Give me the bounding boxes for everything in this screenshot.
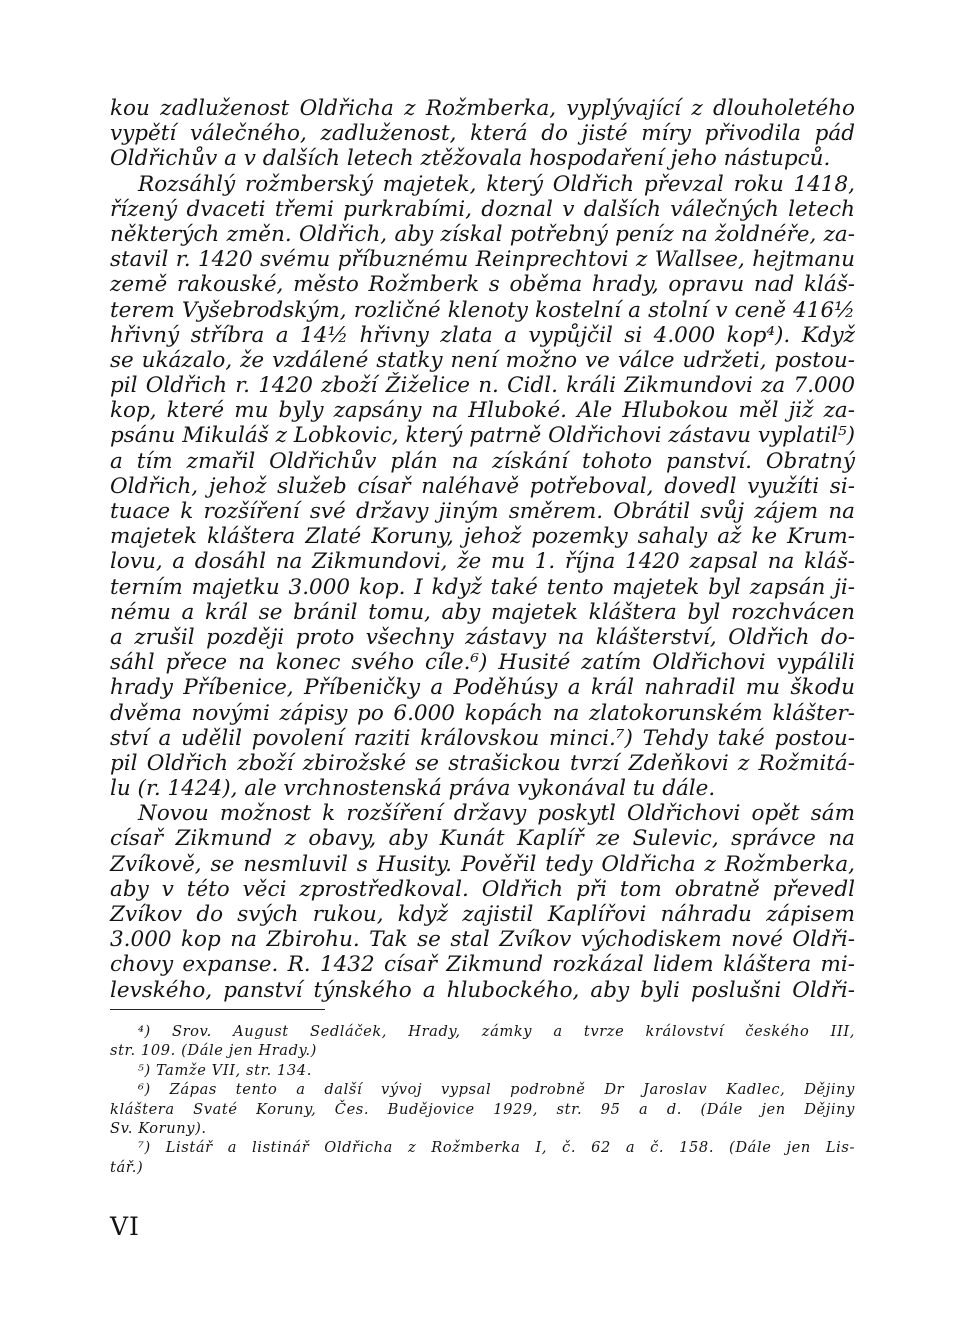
body-line: levského, panství týnského a hlubockého, aby byli poslušni Oldři- bbox=[110, 977, 855, 1003]
body-line: vypětí válečného, zadluženost, která do jisté míry přivodila pád bbox=[110, 121, 855, 147]
page-number: VI bbox=[110, 1212, 140, 1241]
body-line: dvěma novými zápisy po 6.000 kopách na zlatokorunském klášter- bbox=[110, 700, 855, 726]
body-line: císař Zikmund z obavy, aby Kunát Kaplíř ze Sulevic, správce na bbox=[110, 826, 855, 852]
footnote-line: kláštera Svaté Koruny, Čes. Budějovice 1929, str. 95 a d. (Dále jen Dějiny bbox=[110, 1100, 855, 1118]
footnote-line: tář.) bbox=[110, 1158, 144, 1176]
footnote-line: Sv. Koruny). bbox=[110, 1119, 207, 1137]
body-line: řízený dvaceti třemi purkrabími, doznal v dalších válečných letech bbox=[110, 196, 855, 222]
body-line: Oldřich, jehož služeb císař naléhavě potřeboval, dovedl využíti si- bbox=[110, 473, 855, 499]
footnote-line: str. 109. (Dále jen Hrady.) bbox=[110, 1042, 317, 1060]
body-line: terem Vyšebrodským, rozličné klenoty kostelní a stolní v ceně 416½ bbox=[110, 297, 855, 323]
footnotes bbox=[110, 1022, 855, 1177]
body-line: majetek kláštera Zlaté Koruny, jehož pozemky sahaly až ke Krum- bbox=[110, 524, 855, 550]
body-line: ství a udělil povolení raziti královskou minci.⁷) Tehdy také postou- bbox=[110, 725, 855, 751]
body-line: psánu Mikuláš z Lobkovic, který patrně Oldřichovi zástavu vyplatil⁵) bbox=[110, 423, 855, 449]
footnote-line: ⁷) Listář a listinář Oldřicha z Rožmberka I, č. 62 a č. 158. (Dále jen Lis- bbox=[138, 1139, 855, 1157]
body-text bbox=[110, 96, 855, 1003]
body-line: a zrušil později proto všechny zástavy na klášterství, Oldřich do- bbox=[110, 624, 855, 650]
body-line: tuace k rozšíření své državy jiným směrem. Obrátil svůj zájem na bbox=[110, 499, 855, 524]
body-line: Novou možnost k rozšíření državy poskytl Oldřichovi opět sám bbox=[138, 801, 855, 827]
body-line: pil Oldřich zboží zbirožské se strašickou tvrzí Zdeňkovi z Rožmitá- bbox=[110, 750, 855, 776]
body-line: chovy expanse. R. 1432 císař Zikmund rozkázal lidem kláštera mi- bbox=[110, 952, 855, 978]
body-line: hřivný stříbra a 14½ hřivny zlata a vypůjčil si 4.000 kop⁴). Když bbox=[110, 322, 855, 348]
body-line: a tím zmařil Oldřichův plán na získání tohoto panství. Obratný bbox=[110, 448, 855, 474]
body-line: pil Oldřich r. 1420 zboží Žiželice n. Cidl. králi Zikmundovi za 7.000 bbox=[110, 373, 855, 399]
body-line: nému a král se bránil tomu, aby majetek kláštera byl rozchvácen bbox=[110, 599, 855, 625]
footnote-line: ⁴) Srov. August Sedláček, Hrady, zámky a tvrze království českého III, bbox=[138, 1023, 855, 1040]
body-line: kou zadluženost Oldřicha z Rožmberka, vyplývající z dlouholetého bbox=[110, 96, 855, 121]
body-line: Oldřichův a v dalších letech ztěžovala hospodaření jeho nástupců. bbox=[110, 146, 831, 172]
body-line: Zvíkově, se nesmluvil s Husity. Pověřil tedy Oldřicha z Rožmberka, bbox=[110, 851, 855, 877]
footnote-line: ⁶) Zápas tento a další vývoj vypsal podrobně Dr Jaroslav Kadlec, Dějiny bbox=[138, 1081, 855, 1099]
body-line: se ukázalo, že vzdálené statky není možno ve válce udržeti, postou- bbox=[110, 347, 855, 373]
body-line: země rakouské, město Rožmberk s oběma hrady, opravu nad kláš- bbox=[110, 272, 855, 298]
body-line: Rozsáhlý rožmberský majetek, který Oldřich převzal roku 1418, bbox=[138, 171, 855, 197]
body-line: Zvíkov do svých rukou, když zajistil Kaplířovi náhradu zápisem bbox=[110, 902, 855, 927]
footnote-line: ⁵) Tamže VII, str. 134. bbox=[138, 1061, 312, 1079]
body-line: sáhl přece na konec svého cíle.⁶) Husité zatím Oldřichovi vypálili bbox=[110, 650, 855, 676]
body-line: lovu, a dosáhl na Zikmundovi, že mu 1. října 1420 zapsal na kláš- bbox=[110, 549, 855, 575]
body-line: lu (r. 1424), ale vrchnostenská práva vykonával tu dále. bbox=[110, 776, 716, 802]
body-line: 3.000 kop na Zbirohu. Tak se stal Zvíkov východiskem nové Oldři- bbox=[110, 927, 855, 953]
body-line: některých změn. Oldřich, aby získal potřebný peníz na žoldnéře, za- bbox=[110, 221, 855, 247]
footnote-divider bbox=[110, 1009, 325, 1010]
body-line: stavil r. 1420 svému příbuznému Reinprechtovi z Wallsee, hejtmanu bbox=[110, 247, 855, 273]
body-line: kop, které mu byly zapsány na Hluboké. Ale Hlubokou měl již za- bbox=[110, 398, 855, 424]
body-line: terním majetku 3.000 kop. I když také tento majetek byl zapsán ji- bbox=[110, 574, 855, 600]
body-line: hrady Příbenice, Příbeničky a Poděhúsy a král nahradil mu škodu bbox=[110, 675, 855, 701]
body-line: aby v této věci zprostředkoval. Oldřich při tom obratně převedl bbox=[110, 876, 855, 902]
